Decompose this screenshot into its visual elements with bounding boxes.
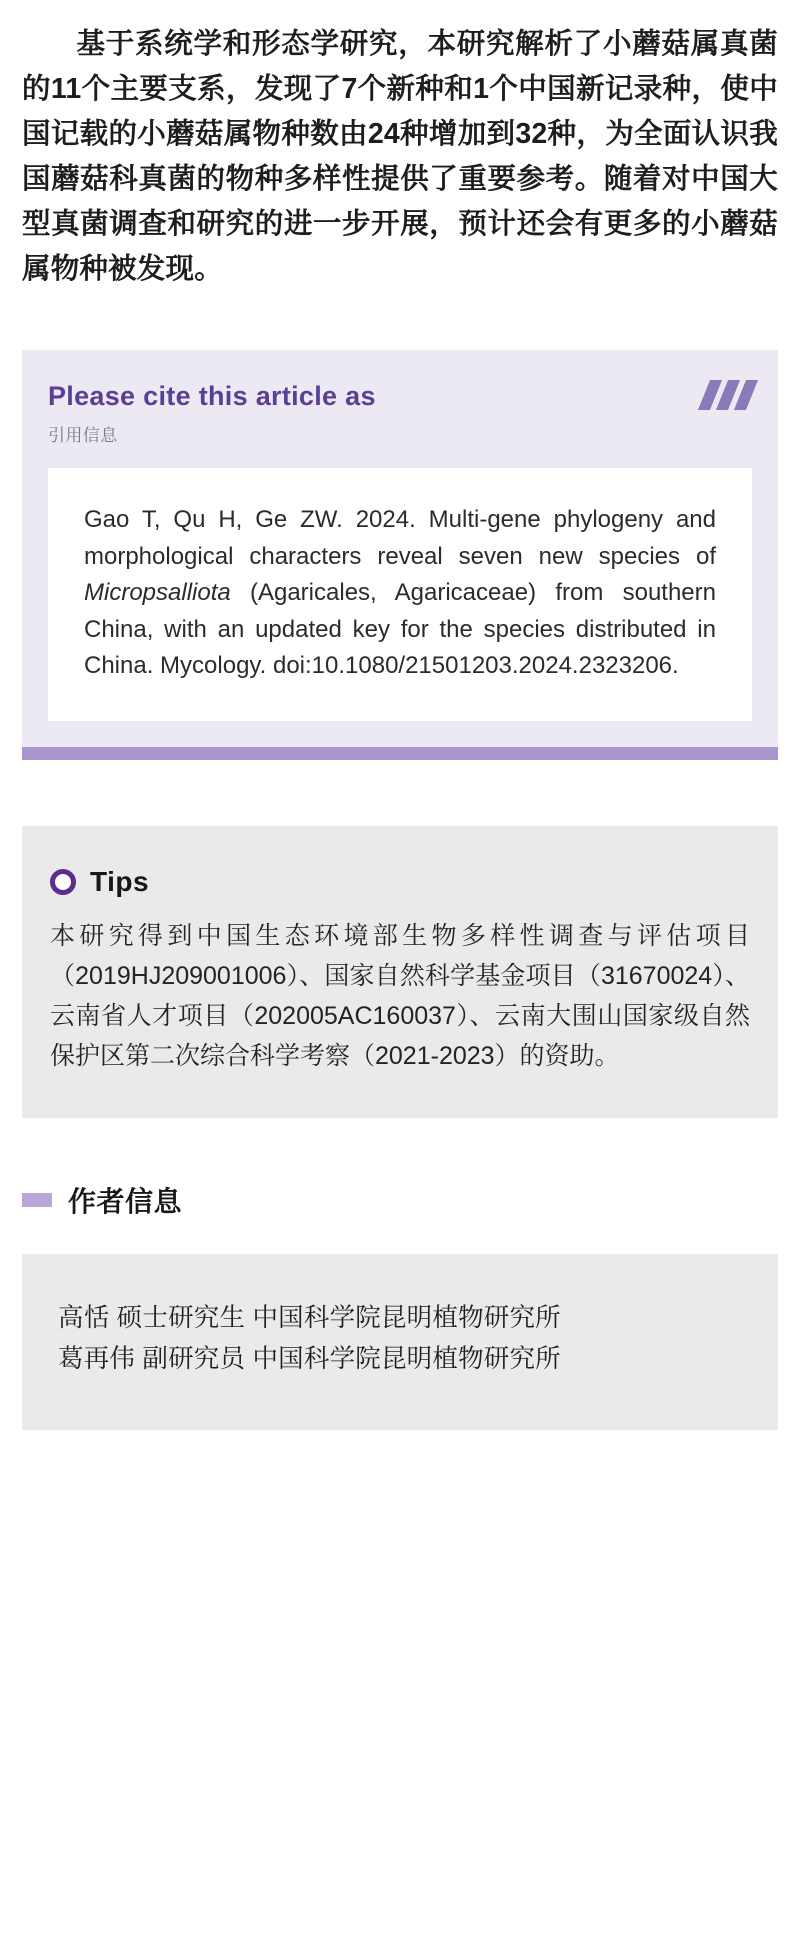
triple-slash-icon: [704, 376, 752, 410]
circle-dot-icon: [50, 869, 76, 895]
author-info-card: [22, 1254, 778, 1430]
author-section-title: 作者信息: [68, 1185, 183, 1217]
reference-genus-italic: Micropsalliota: [84, 579, 231, 607]
abstract-text: 基于系统学和形态学研究，本研究解析了小蘑菇属真菌的11个主要支系，发现了7个新种和1个中国新记录种，使中国记载的小蘑菇属物种数由24种增加到32种，为全面认识我国蘑菇科真菌的物种多样性提供了重要参考。随着对中国大型真菌调查和研究的进一步开展，预计还会有更多的小蘑菇属物种被发现。: [22, 28, 778, 286]
reference-part-1: Gao T, Qu H, Ge ZW. 2024. Multi-gene phylogeny and morphological characters reveal seven new species of: [84, 506, 716, 570]
abstract-paragraph: [22, 0, 778, 292]
citation-card: [22, 350, 778, 760]
author-section-heading: [22, 1180, 778, 1220]
double-dash-icon: [22, 1193, 52, 1207]
citation-reference: [48, 468, 752, 720]
reference-part-2: (Agaricales, Agaricaceae) from southern China, with an updated key for the species distributed in China. Mycology. doi:10.1080/21501203.2024.2323206.: [84, 579, 716, 680]
author-entry: 高恬 硕士研究生 中国科学院昆明植物研究所: [58, 1303, 561, 1332]
tips-header: [50, 866, 750, 898]
tips-label: Tips: [90, 865, 150, 897]
citation-bottom-bar: [22, 747, 778, 760]
author-entry: 葛再伟 副研究员 中国科学院昆明植物研究所: [58, 1345, 561, 1374]
citation-heading-group: [48, 376, 376, 446]
tips-text: 本研究得到中国生态环境部生物多样性调查与评估项目（2019HJ209001006）、国家自然科学基金项目（31670024）、云南省人才项目（202005AC160037）、云南大围山国家级自然保护区第二次综合科学考察（2021-2023）的资助。: [50, 921, 750, 1070]
citation-subtitle: 引用信息: [48, 426, 118, 446]
tips-card: [22, 826, 778, 1118]
citation-title: Please cite this article as: [48, 381, 376, 412]
citation-header: [48, 376, 752, 446]
